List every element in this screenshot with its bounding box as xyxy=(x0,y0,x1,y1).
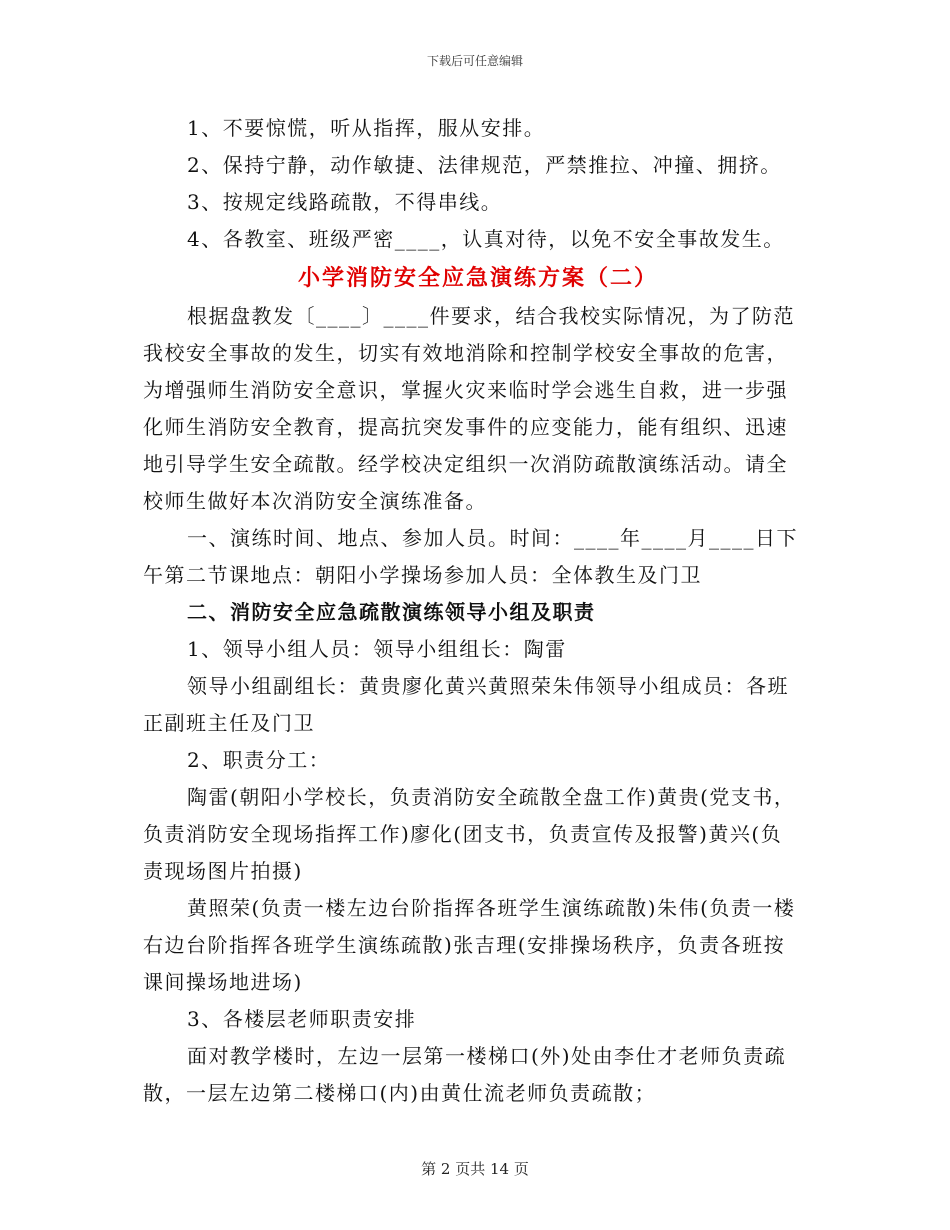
intro-line: 为增强师生消防安全意识，掌握火灾来临时学会逃生自救，进一步强 xyxy=(143,378,788,402)
duty-line: 负责消防安全现场指挥工作)廖化(团支书，负责宣传及报警)黄兴(负 xyxy=(143,822,783,846)
intro-line: 地引导学生安全疏散。经学校决定组织一次消防疏散演练活动。请全 xyxy=(143,452,788,476)
intro-line: 我校安全事故的发生，切实有效地消除和控制学校安全事故的危害， xyxy=(143,341,788,365)
duty-heading: 2、职责分工： xyxy=(187,748,331,772)
rule-item: 3、按规定线路疏散，不得串线。 xyxy=(187,190,503,214)
intro-line: 根据盘教发〔____〕____件要求，结合我校实际情况，为了防范 xyxy=(187,304,795,328)
section1-line: 午第二节课地点：朝阳小学操场参加人员：全体教生及门卫 xyxy=(143,563,702,587)
leader-deputy-line: 领导小组副组长：黄贵廖化黄兴黄照荣朱伟领导小组成员：各班 xyxy=(187,674,789,698)
page-footer: 第 2 页共 14 页 xyxy=(421,1160,529,1178)
duty-line: 右边台阶指挥各班学生演练疏散)张吉理(安排操场秩序，负责各班按 xyxy=(143,933,786,957)
duty-line: 陶雷(朝阳小学校长，负责消防安全疏散全盘工作)黄贵(党支书， xyxy=(187,785,796,809)
rule-item: 1、不要惊慌，听从指挥，服从安排。 xyxy=(187,116,546,140)
leader-item: 1、领导小组人员：领导小组组长：陶雷 xyxy=(187,637,567,661)
rule-item: 2、保持宁静，动作敏捷、法律规范，严禁推拉、冲撞、拥挤。 xyxy=(187,153,782,177)
section1-line: 一、演练时间、地点、参加人员。时间：____年____月____日下 xyxy=(187,526,798,550)
document-body xyxy=(143,110,813,1112)
duty-line: 黄照荣(负责一楼左边台阶指挥各班学生演练疏散)朱伟(负责一楼 xyxy=(187,896,796,920)
duty-line: 课间操场地进场) xyxy=(143,970,303,994)
leader-deputy-line: 正副班主任及门卫 xyxy=(143,711,315,735)
page-header: 下载后可任意编辑 xyxy=(426,54,523,68)
floor-heading: 3、各楼层老师职责安排 xyxy=(187,1007,417,1031)
section2-heading: 二、消防安全应急疏散演练领导小组及职责 xyxy=(187,600,596,624)
intro-line: 校师生做好本次消防安全演练准备。 xyxy=(143,489,487,513)
floor-line: 散，一层左边第二楼梯口(内)由黄仕流老师负责疏散； xyxy=(143,1081,657,1105)
intro-line: 化师生消防安全教育，提高抗突发事件的应变能力，能有组织、迅速 xyxy=(143,415,788,439)
document-title: 小学消防安全应急演练方案（二） xyxy=(297,265,658,291)
duty-line: 责现场图片拍摄) xyxy=(143,859,303,883)
floor-line: 面对教学楼时，左边一层第一楼梯口(外)处由李仕才老师负责疏 xyxy=(187,1044,787,1068)
rule-item: 4、各教室、班级严密____，认真对待，以免不安全事故发生。 xyxy=(187,227,785,251)
